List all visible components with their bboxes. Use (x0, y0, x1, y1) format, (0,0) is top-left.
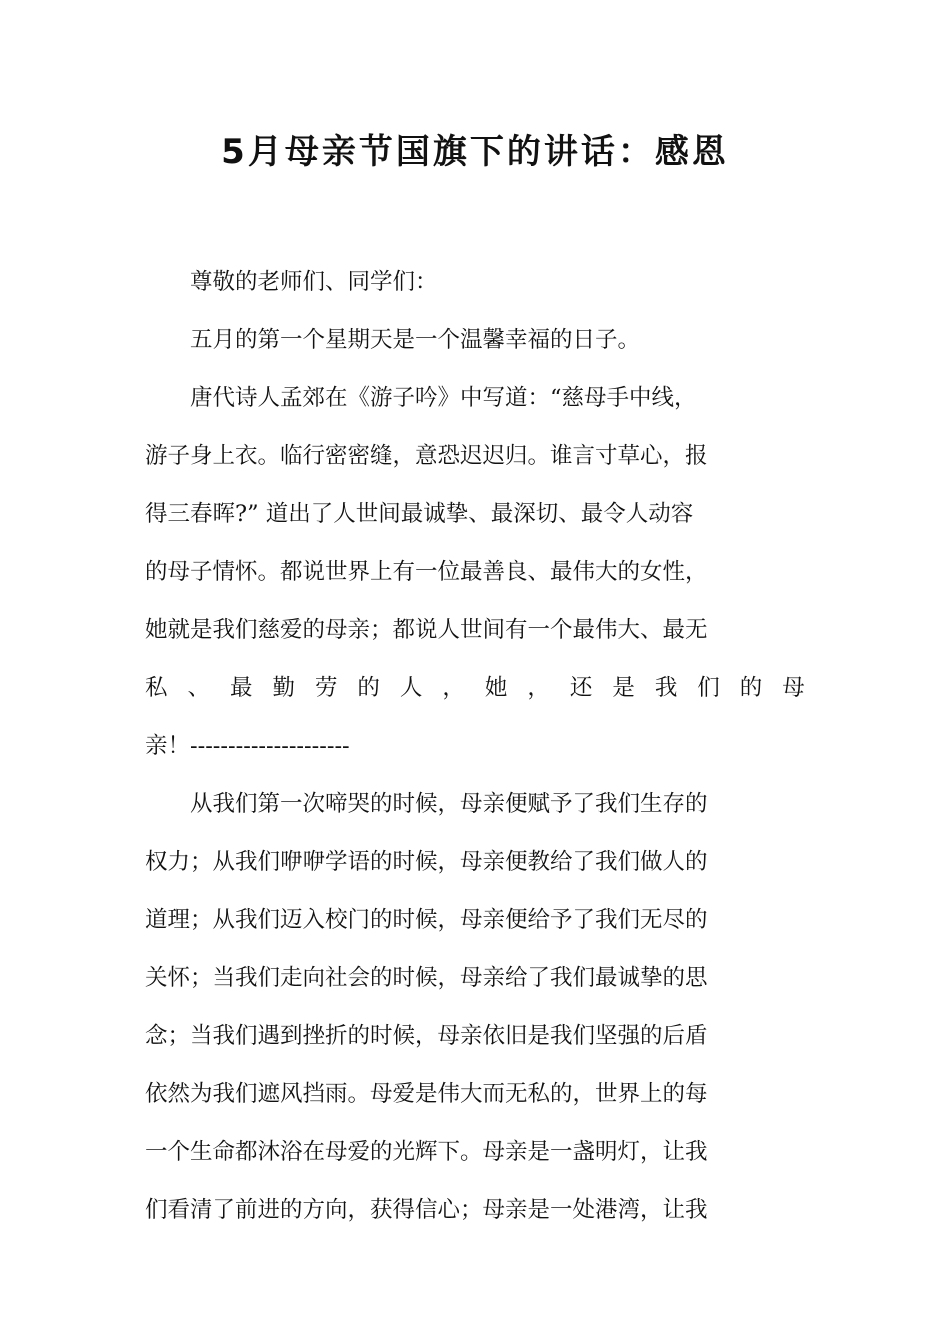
spread-char: 母 (782, 675, 805, 701)
text-line: 权力；从我们咿咿学语的时候，母亲便教给了我们做人的 (145, 849, 708, 875)
spread-char: ， (442, 675, 465, 701)
text-line: 从我们第一次啼哭的时候，母亲便赋予了我们生存的 (190, 791, 708, 817)
spread-char: 勤 (272, 675, 295, 701)
text-line: 一个生命都沐浴在母爱的光辉下。母亲是一盏明灯，让我 (145, 1139, 708, 1165)
document-title: 5月母亲节国旗下的讲话：感恩 (221, 132, 729, 172)
spread-char: 人 (399, 675, 423, 701)
spread-char: 是 (612, 675, 635, 701)
text-line: 道理；从我们迈入校门的时候，母亲便给予了我们无尽的 (145, 907, 708, 933)
text-line: 唐代诗人孟郊在《游子吟》中写道：“慈母手中线， (190, 385, 697, 411)
spread-char: 她 (484, 675, 508, 701)
spread-text-line (145, 659, 805, 717)
text-line: 亲！--------------------- (145, 733, 350, 759)
opening-paragraph: 五月的第一个星期天是一个温馨幸福的日子。 (190, 327, 641, 353)
spread-char: 们 (697, 675, 720, 701)
text-line: 关怀；当我们走向社会的时候，母亲给了我们最诚挚的思 (145, 965, 708, 991)
document-body (145, 253, 805, 1239)
text-line: 她就是我们慈爱的母亲；都说人世间有一个最伟大、最无 (145, 617, 708, 643)
text-line: 的母子情怀。都说世界上有一位最善良、最伟大的女性， (145, 559, 708, 585)
text-line: 游子身上衣。临行密密缝，意恐迟迟归。谁言寸草心，报 (145, 443, 708, 469)
spread-char: 的 (739, 675, 763, 701)
text-line: 念；当我们遇到挫折的时候，母亲依旧是我们坚强的后盾 (145, 1023, 708, 1049)
spread-char: 最 (229, 675, 253, 701)
text-line: 们看清了前进的方向，获得信心；母亲是一处港湾，让我 (145, 1197, 708, 1223)
spread-char: 劳 (314, 675, 338, 701)
spread-char: 还 (569, 675, 593, 701)
spread-char: 我 (654, 675, 678, 701)
spread-char: ， (527, 675, 550, 701)
text-line: 依然为我们遮风挡雨。母爱是伟大而无私的，世界上的每 (145, 1081, 708, 1107)
mother-love-paragraph (145, 775, 805, 1239)
spread-char: 的 (357, 675, 380, 701)
text-line: 得三春晖?” 道出了人世间最诚挚、最深切、最令人动容 (145, 501, 694, 527)
spread-char: 私 (145, 675, 168, 701)
greeting-paragraph: 尊敬的老师们、同学们： (190, 269, 438, 295)
poem-paragraph (145, 369, 805, 775)
spread-char: 、 (187, 675, 210, 701)
